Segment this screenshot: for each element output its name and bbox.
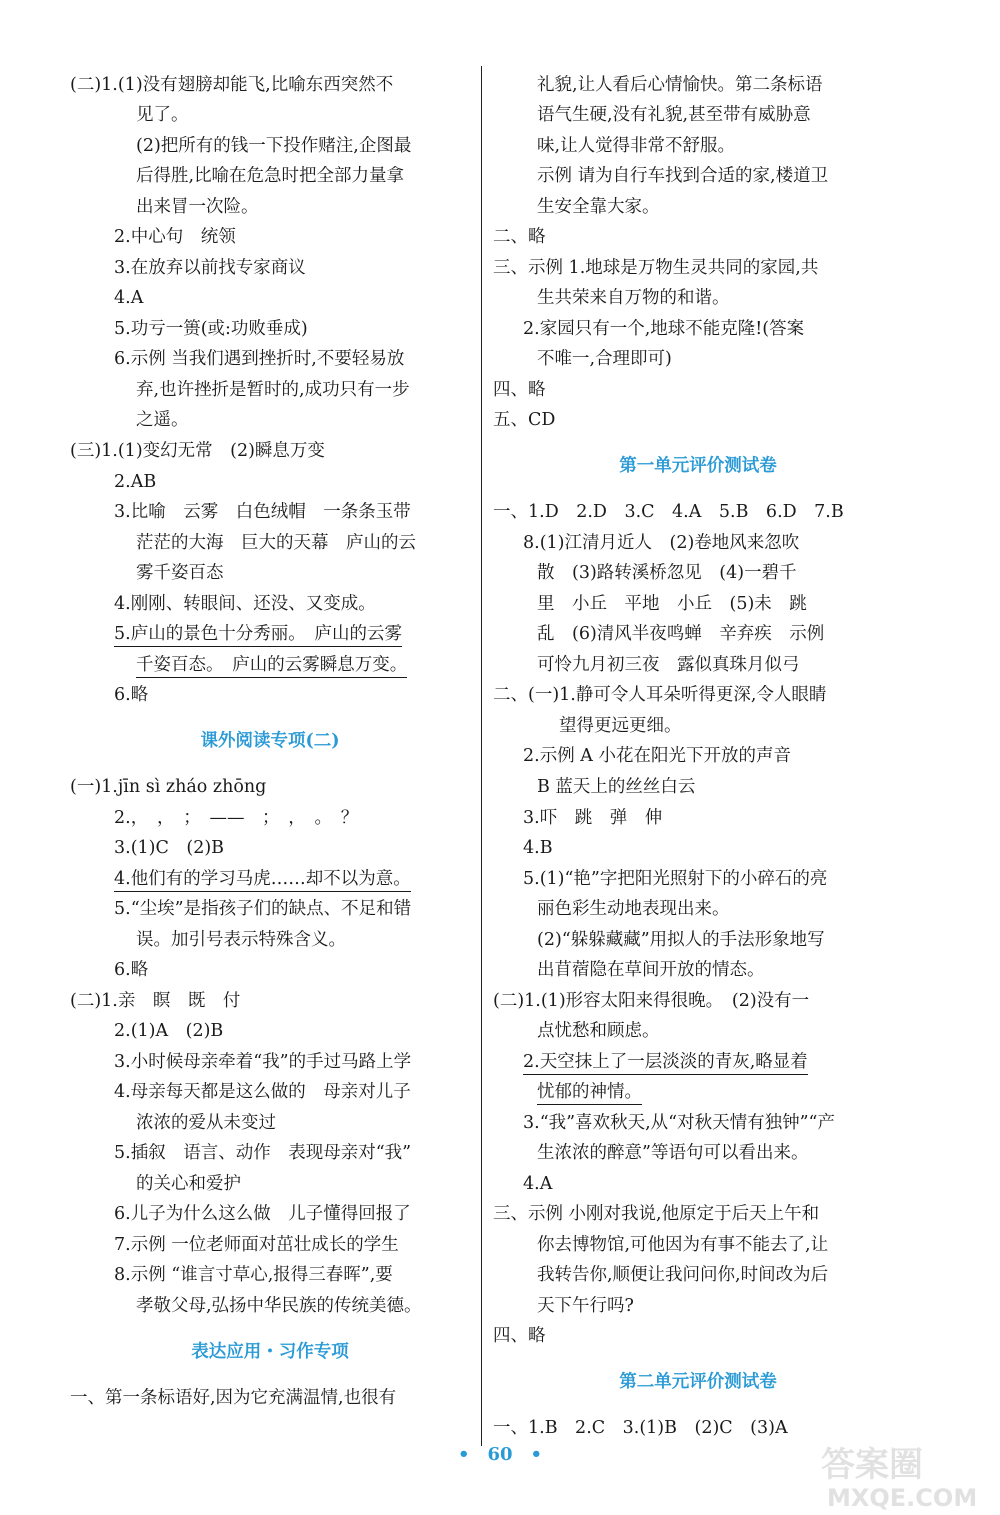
answer-text: 的关心和爱护 <box>136 1174 241 1194</box>
answer-text: 3.小时候母亲牵着“我”的手过马路上学 <box>114 1052 412 1072</box>
answer-text: 3.比喻 云雾 白色绒帽 一条条玉带 <box>114 502 411 522</box>
answer-text: 5.(1)“艳”字把阳光照射下的小碎石的亮 <box>523 869 828 889</box>
answer-line <box>70 436 325 466</box>
answer-line <box>114 1199 411 1229</box>
answer-line <box>114 1016 223 1046</box>
answer-line <box>136 528 416 558</box>
answer-text: 千姿百态。 庐山的云雾瞬息万变。 <box>136 655 407 678</box>
answer-line <box>523 1169 552 1199</box>
answer-line <box>537 925 825 955</box>
answer-text: 乱 (6)清风半夜鸣蝉 辛弃疾 示例 <box>537 624 825 644</box>
answer-line <box>70 986 240 1016</box>
answer-text: 6.儿子为什么这么做 儿子懂得回报了 <box>114 1204 411 1224</box>
answer-line <box>114 864 411 894</box>
answer-line <box>114 283 143 313</box>
answer-line <box>537 1138 808 1168</box>
answer-line <box>537 192 660 222</box>
answer-text: 雾千姿百态 <box>136 563 224 583</box>
answer-line <box>537 1077 642 1107</box>
answer-line <box>114 955 148 985</box>
answer-text: 浓浓的爱从未变过 <box>136 1113 276 1133</box>
answer-text: 4.他们有的学习马虎……却不以为意。 <box>114 869 411 892</box>
answer-line <box>114 222 236 252</box>
answer-text: 2.中心句 统领 <box>114 227 236 247</box>
answer-line <box>523 528 799 558</box>
answer-text: 里 小丘 平地 小丘 (5)未 跳 <box>537 594 807 614</box>
answer-line <box>136 100 189 130</box>
answer-text: 4.母亲每天都是这么做的 母亲对儿子 <box>114 1082 411 1102</box>
answer-line <box>114 344 404 374</box>
answer-text: 二、(一)1.静可令人耳朵听得更深,令人眼睛 <box>493 685 827 705</box>
answer-text: 三、示例 1.地球是万物生灵共同的家园,共 <box>493 258 819 278</box>
answer-line <box>136 558 224 588</box>
answer-line <box>537 344 672 374</box>
answer-line <box>493 1321 546 1351</box>
answer-text: 生安全靠大家。 <box>537 197 660 217</box>
answer-line <box>136 131 411 161</box>
answer-line <box>114 1077 411 1107</box>
answer-line <box>114 1260 393 1290</box>
answer-text: 弃,也许挫折是暂时的,成功只有一步 <box>136 380 410 400</box>
answer-line <box>114 1230 399 1260</box>
section-title: 第一单元评价测试卷 <box>619 456 777 476</box>
answer-line <box>114 589 376 619</box>
answer-text: 示例 请为自行车找到合适的家,楼道卫 <box>537 166 829 186</box>
answer-line <box>136 1108 276 1138</box>
answer-line <box>114 680 148 710</box>
answer-line <box>523 833 553 863</box>
column-divider <box>481 66 482 1446</box>
answer-line <box>493 405 555 435</box>
answer-text: 后得胜,比喻在危急时把全部力量拿 <box>136 166 405 186</box>
answer-text: 不唯一,合理即可) <box>537 349 672 369</box>
answer-text: 6.略 <box>114 685 149 705</box>
answer-text: (三)1.(1)变幻无常 (2)瞬息万变 <box>70 441 325 461</box>
answer-line <box>537 70 823 100</box>
answer-line <box>559 711 682 741</box>
answer-text: 你去博物馆,可他因为有事不能去了,让 <box>537 1235 829 1255</box>
answer-text: (二)1.(1)形容太阳来得很晚。 (2)没有一 <box>493 991 810 1011</box>
answer-text: 3.吓 跳 弹 伸 <box>523 808 663 828</box>
answer-text: 三、示例 小刚对我说,他原定于后天上午和 <box>493 1204 820 1224</box>
answer-text: 生浓浓的醉意”等语句可以看出来。 <box>537 1143 809 1163</box>
answer-text: 5.插叙 语言、动作 表现母亲对“我” <box>114 1143 412 1163</box>
answer-text: (二)1.亲 瞑 既 付 <box>70 991 241 1011</box>
answer-line <box>537 1260 828 1290</box>
answer-text: 出来冒一次险。 <box>136 197 259 217</box>
answer-line <box>136 925 346 955</box>
answer-line <box>136 405 189 435</box>
answer-text: 误。加引号表示特殊含义。 <box>136 930 346 950</box>
answer-line <box>114 833 224 863</box>
answer-line <box>493 253 818 283</box>
answer-text: 可怜九月初三夜 露似真珠月似弓 <box>537 655 800 675</box>
answer-line <box>537 100 811 130</box>
answer-text: 8.示例 “谁言寸草心,报得三春晖”,要 <box>114 1265 393 1285</box>
answer-line <box>493 1413 788 1443</box>
section-title: 第二单元评价测试卷 <box>619 1372 777 1392</box>
answer-text: 天下午行吗? <box>537 1296 634 1316</box>
answer-text: 一、1.B 2.C 3.(1)B (2)C (3)A <box>493 1418 788 1438</box>
answer-line <box>114 253 306 283</box>
answer-text: 2.家园只有一个,地球不能克隆!(答案 <box>523 319 805 339</box>
answer-line <box>114 497 411 527</box>
answer-text: 3.“我”喜欢秋天,从“对秋天情有独钟”“产 <box>523 1113 835 1133</box>
answer-text: 我转告你,顺便让我问问你,时间改为后 <box>537 1265 829 1285</box>
answer-line <box>493 986 809 1016</box>
answer-line <box>70 1383 396 1413</box>
answer-text: (2)“躲躲藏藏”用拟人的手法形象地写 <box>537 930 825 950</box>
answer-line <box>136 161 404 191</box>
answer-line <box>114 467 156 497</box>
answer-line <box>537 1230 828 1260</box>
answer-text: 3.(1)C (2)B <box>114 838 225 858</box>
answer-text: 一、1.D 2.D 3.C 4.A 5.B 6.D 7.B <box>493 502 844 522</box>
section-title: 表达应用・习作专项 <box>191 1342 349 1362</box>
answer-text: 五、CD <box>493 410 556 430</box>
answer-line <box>537 283 730 313</box>
answer-line <box>537 558 797 588</box>
answer-text: 出苜蓿隐在草间开放的情态。 <box>537 960 765 980</box>
answer-line <box>493 497 844 527</box>
answer-line <box>136 375 410 405</box>
answer-text: 4.A <box>114 288 144 308</box>
answer-text: 2.(1)A (2)B <box>114 1021 224 1041</box>
answer-line <box>537 772 695 802</box>
answer-text: 一、第一条标语好,因为它充满温情,也很有 <box>70 1388 397 1408</box>
answer-line <box>114 894 411 924</box>
answer-line <box>537 161 828 191</box>
answer-line <box>523 803 662 833</box>
answer-text: 四、略 <box>493 380 546 400</box>
answer-line <box>523 314 804 344</box>
answer-line <box>493 375 546 405</box>
answer-text: 茫茫的大海 巨大的天幕 庐山的云 <box>136 533 416 553</box>
answer-text: 4.B <box>523 838 553 858</box>
answer-text: 孝敬父母,弘扬中华民族的传统美德。 <box>136 1296 422 1316</box>
answer-line <box>537 589 807 619</box>
section-title: 课外阅读专项(二) <box>200 731 340 751</box>
answer-line <box>114 1047 411 1077</box>
answer-line <box>114 1138 411 1168</box>
answer-line <box>114 803 358 833</box>
answer-line <box>70 772 266 802</box>
answer-line <box>537 1291 634 1321</box>
answer-text: (二)1.(1)没有翅膀却能飞,比喻东西突然不 <box>70 75 394 95</box>
watermark-text-cn: 答案圈 <box>821 1445 923 1485</box>
answer-line <box>136 650 407 680</box>
answer-text: 四、略 <box>493 1326 546 1346</box>
answer-text: 礼貌,让人看后心情愉快。第二条标语 <box>537 75 823 95</box>
answer-line <box>523 741 791 771</box>
answer-text: 二、略 <box>493 227 546 247</box>
answer-text: B 蓝天上的丝丝白云 <box>537 777 696 797</box>
answer-text: 5.“尘埃”是指孩子们的缺点、不足和错 <box>114 899 412 919</box>
answer-line <box>136 192 259 222</box>
answer-text: 见了。 <box>136 105 189 125</box>
watermark-text-url: MXQE.COM <box>827 1484 978 1512</box>
answer-line <box>70 70 393 100</box>
answer-text: 6.示例 当我们遇到挫折时,不要轻易放 <box>114 349 405 369</box>
answer-text: 望得更远更细。 <box>559 716 682 736</box>
answer-line <box>537 1016 660 1046</box>
answer-line <box>523 864 827 894</box>
answer-text: 2.示例 A 小花在阳光下开放的声音 <box>523 746 791 766</box>
answer-text: 2.AB <box>114 472 157 492</box>
answer-text: 生共荣来自万物的和谐。 <box>537 288 730 308</box>
answer-text: 语气生硬,没有礼貌,甚至带有威胁意 <box>537 105 811 125</box>
answer-text: 散 (3)路转溪桥忽见 (4)一碧千 <box>537 563 797 583</box>
answer-line <box>493 680 826 710</box>
answer-text: 8.(1)江清月近人 (2)卷地风来忽吹 <box>523 533 800 553</box>
answer-text: (一)1.jīn sì zháo zhōng <box>70 777 267 797</box>
answer-text: 4.刚刚、转眼间、还没、又变成。 <box>114 594 376 614</box>
answer-line <box>537 894 730 924</box>
answer-text: (2)把所有的钱一下投作赌注,企图最 <box>136 136 412 156</box>
answer-text: 2.， ， ； —— ； ， 。 ？ <box>114 808 359 828</box>
watermark-logo <box>819 1440 994 1512</box>
answer-line <box>493 222 546 252</box>
page-number: • 60 • <box>457 1444 543 1465</box>
answer-line <box>114 619 402 649</box>
answer-line <box>537 131 735 161</box>
answer-text: 4.A <box>523 1174 553 1194</box>
answer-line <box>537 619 824 649</box>
answer-text: 5.庐山的景色十分秀丽。 庐山的云雾 <box>114 624 402 647</box>
answer-text: 丽色彩生动地表现出来。 <box>537 899 730 919</box>
answer-line <box>537 650 800 680</box>
answer-text: 点忧愁和顾虑。 <box>537 1021 660 1041</box>
answer-line <box>136 1169 241 1199</box>
answer-text: 3.在放弃以前找专家商议 <box>114 258 306 278</box>
answer-text: 5.功亏一篑(或:功败垂成) <box>114 319 308 339</box>
answer-line <box>493 1199 819 1229</box>
answer-text: 7.示例 一位老师面对茁壮成长的学生 <box>114 1235 399 1255</box>
answer-text: 之遥。 <box>136 410 189 430</box>
answer-line <box>523 1108 835 1138</box>
answer-line <box>136 1291 422 1321</box>
answer-text: 6.略 <box>114 960 149 980</box>
answer-line <box>523 1047 808 1077</box>
answer-text: 2.天空抹上了一层淡淡的青灰,略显着 <box>523 1052 808 1075</box>
answer-line <box>537 955 765 985</box>
answer-text: 味,让人觉得非常不舒服。 <box>537 136 736 156</box>
answer-line <box>114 314 308 344</box>
answer-text: 忧郁的神情。 <box>537 1082 642 1105</box>
